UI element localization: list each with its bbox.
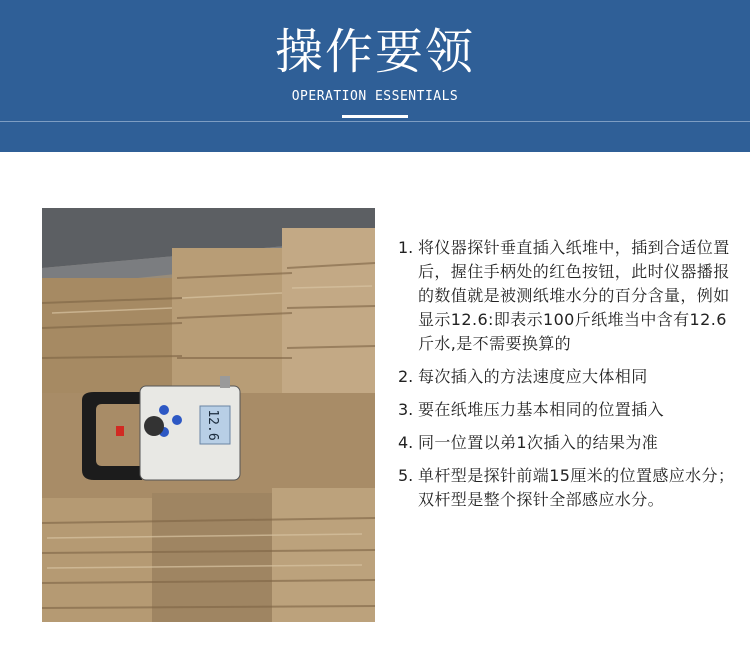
moisture-meter-photo: [42, 208, 375, 622]
list-item: [398, 365, 738, 389]
step-number: 3.: [398, 400, 414, 419]
step-number: 5.: [398, 466, 414, 485]
list-item: [398, 236, 738, 356]
step-text: 单杆型是探针前端15厘米的位置感应水分；双杆型是整个探针全部感应水分。: [418, 466, 735, 509]
step-text: 同一位置以弟1次插入的结果为准: [418, 433, 659, 452]
page-title: 操作要领: [274, 24, 475, 80]
page-subtitle: OPERATION ESSENTIALS: [291, 89, 459, 104]
product-photo: [42, 208, 375, 622]
step-text: 每次插入的方法速度应大体相同: [418, 367, 648, 386]
meter-display-value: 12.6: [205, 409, 220, 441]
list-item: [398, 464, 738, 512]
step-number: 4.: [398, 433, 414, 452]
title-underline: [342, 115, 408, 118]
step-number: 2.: [398, 367, 414, 386]
header-banner: [0, 0, 750, 152]
list-item: [398, 431, 738, 455]
list-item: [398, 398, 738, 422]
step-number: 1.: [398, 238, 414, 257]
operation-steps: [398, 236, 738, 521]
header-divider: [0, 121, 750, 122]
step-text: 要在纸堆压力基本相同的位置插入: [418, 400, 665, 419]
step-text: 将仪器探针垂直插入纸堆中，插到合适位置后，握住手柄处的红色按钮，此时仪器播报的数值就是被测纸堆水分的百分含量，例如显示12.6:即表示100斤纸堆当中含有12.6斤水,是不需要换算的: [418, 238, 730, 353]
